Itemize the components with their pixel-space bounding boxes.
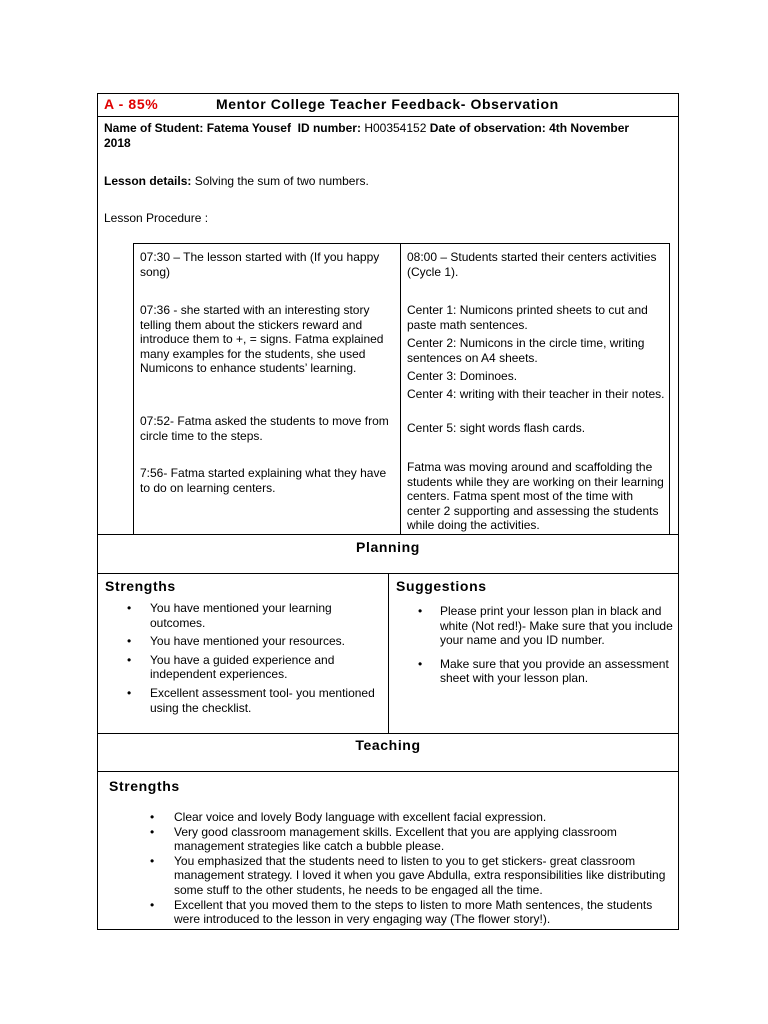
list-item xyxy=(125,653,383,682)
procedure-right-4: Center 4: writing with their teacher in their notes. xyxy=(407,387,665,401)
frame-bottom-border xyxy=(97,929,679,930)
list-item-text: Clear voice and lovely Body language with excellent facial expression. xyxy=(174,810,547,824)
bullet-icon: • xyxy=(150,897,155,912)
procedure-table-right xyxy=(669,243,670,534)
bullet-icon: • xyxy=(418,604,423,618)
bullet-icon: • xyxy=(418,656,423,671)
lesson-details-label: Lesson details: xyxy=(104,174,192,188)
date-label: Date of observation: xyxy=(429,121,546,135)
list-item xyxy=(150,825,670,854)
bullet-icon: • xyxy=(150,853,155,868)
list-item-text: Please print your lesson plan in black and white (Not red!)- Make sure that you include your name and you ID number. xyxy=(440,604,673,648)
list-item xyxy=(415,604,673,648)
id-label: ID number: xyxy=(297,121,361,135)
teaching-top-border xyxy=(97,733,679,734)
lesson-details xyxy=(104,174,369,189)
planning-strengths-heading: Strengths xyxy=(105,578,176,594)
list-item-text: Excellent assessment tool- you mentioned using the checklist. xyxy=(150,685,375,715)
procedure-table-left xyxy=(133,243,134,534)
list-item xyxy=(150,854,670,898)
teaching-strengths-heading: Strengths xyxy=(109,778,180,794)
procedure-right-1: Center 1: Numicons printed sheets to cut and paste math sentences. xyxy=(407,303,648,332)
list-item-text: You have mentioned your resources. xyxy=(150,634,346,649)
procedure-right-2: Center 2: Numicons in the circle time, writing sentences on A4 sheets. xyxy=(407,336,645,365)
bullet-icon: • xyxy=(127,685,132,700)
list-item-text: You have mentioned your learning outcomes. xyxy=(150,601,332,630)
procedure-right-6: Fatma was moving around and scaffolding the students while they are working on their learning centers. Fatma spent most of the time with center 2 supporting and assessing the students while doing the activities. xyxy=(407,460,664,532)
name-label: Name of Student: xyxy=(104,121,204,135)
procedure-right-0: 08:00 – Students started their centers activities (Cycle 1). xyxy=(407,250,657,279)
planning-strengths-list xyxy=(125,601,383,715)
teaching-strengths-list xyxy=(150,810,670,927)
procedure-table-top xyxy=(133,243,670,244)
bullet-icon: • xyxy=(127,601,132,615)
procedure-left-1: 07:36 - she started with an interesting story telling them about the stickers reward and introduce them to +, = signs. Fatma explained many examples for the students, she used Numicons to enhance students’ learning. xyxy=(140,303,384,376)
list-item-text: Very good classroom management skills. Excellent that you are applying classroom management strategies like catch a bubble please. xyxy=(174,824,617,854)
planning-top-border xyxy=(97,534,679,535)
planning-suggestions-list xyxy=(415,604,673,686)
teaching-heading: Teaching xyxy=(355,737,421,753)
teaching-header-divider xyxy=(97,771,679,772)
planning-suggestions-heading: Suggestions xyxy=(396,578,487,594)
frame-right-border xyxy=(678,93,679,930)
bullet-icon: • xyxy=(127,652,132,667)
list-item xyxy=(125,601,383,630)
list-item xyxy=(125,634,383,649)
list-item-text: You emphasized that the students need to listen to you to get stickers- great classroom management strategy. I loved it when you gave Abdulla, extra responsibilities like distributing some stuff to the other students, he needs to be engaged all the time. xyxy=(174,853,666,897)
student-id: H00354152 xyxy=(364,121,427,135)
procedure-table-divider xyxy=(400,243,401,534)
procedure-right-5: Center 5: sight words flash cards. xyxy=(407,421,586,435)
page-title: Mentor College Teacher Feedback- Observation xyxy=(216,96,559,112)
list-item xyxy=(125,686,383,715)
procedure-left-2: 07:52- Fatma asked the students to move from circle time to the steps. xyxy=(140,414,389,443)
frame-left-border xyxy=(97,93,98,930)
list-item xyxy=(150,810,670,825)
planning-column-divider xyxy=(388,573,389,733)
list-item xyxy=(415,657,673,686)
list-item-text: Excellent that you moved them to the steps to listen to more Math sentences, the students were introduced to the lesson in very engaging way (The flower story!). xyxy=(174,897,653,927)
observation-year: 2018 xyxy=(104,136,131,150)
student-info xyxy=(104,121,674,136)
bullet-icon: • xyxy=(150,810,155,824)
frame-top-border xyxy=(97,93,679,94)
list-item-text: You have a guided experience and independent experiences. xyxy=(150,652,335,682)
planning-heading: Planning xyxy=(356,539,420,555)
procedure-right-3: Center 3: Dominoes. xyxy=(407,369,518,383)
observation-date: 4th November xyxy=(549,121,630,135)
bullet-icon: • xyxy=(150,824,155,839)
student-name: Fatema Yousef xyxy=(206,121,291,135)
lesson-procedure-label: Lesson Procedure : xyxy=(104,211,209,225)
list-item xyxy=(150,898,670,927)
grade-label: A - 85% xyxy=(104,96,159,112)
list-item-text: Make sure that you provide an assessment sheet with your lesson plan. xyxy=(440,656,669,686)
bullet-icon: • xyxy=(127,634,132,649)
procedure-left-3: 7:56- Fatma started explaining what they have to do on learning centers. xyxy=(140,466,387,495)
procedure-left-0: 07:30 – The lesson started with (If you happy song) xyxy=(140,250,380,279)
header-divider xyxy=(97,116,679,117)
lesson-details-text: Solving the sum of two numbers. xyxy=(194,174,369,188)
